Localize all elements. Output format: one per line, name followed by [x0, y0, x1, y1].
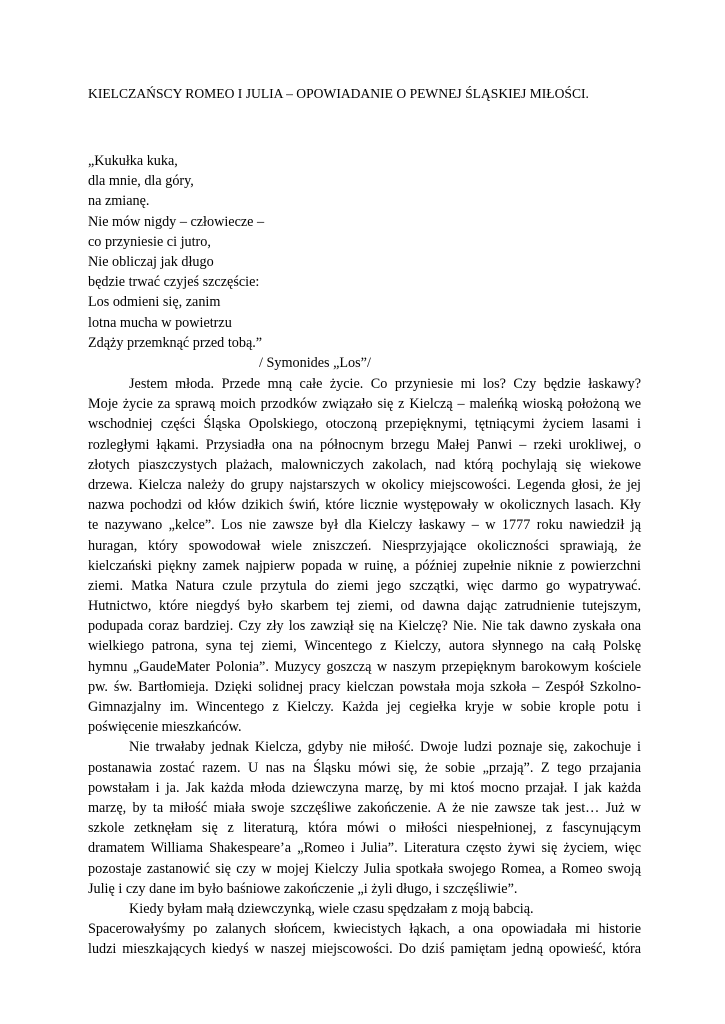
poem-line: „Kukułka kuka, [88, 153, 178, 169]
poem-line: Zdąży przemknąć przed tobą.” [88, 334, 263, 351]
paragraph-line: rozległymi łąkami. Przysiadła ona na północnym brzegu Małej Panwi – rzeki urokliwej, o [88, 436, 641, 453]
poem-line: dla mnie, dla góry, [88, 173, 194, 190]
paragraph-line: nazwa pochodzi od kłów dzikich świń, które licznie występowały w okolicznych lasach. Kły [88, 497, 641, 514]
paragraph-line: drzewa. Kielcza należy do grupy najstarszych w okolicy miejscowości. Legenda głosi, że jej [88, 476, 641, 493]
paragraph-line: Nie trwałaby jednak Kielcza, gdyby nie miłość. Dwoje ludzi poznaje się, zakochuje i [129, 739, 641, 756]
poem-epigraph [88, 151, 648, 373]
paragraph-line: ziemi. Matka Natura czule przytula do ziemi jego szczątki, więc darmo go wypatrywać. [88, 577, 641, 594]
paragraph-line: huragan, który spowodował wiele zniszczeń. Niesprzyjające okoliczności sprawiają, że [88, 537, 641, 554]
paragraph-line: marzę, by ta miłość miała swoje szczęśliwe zakończenie. A że nie zawsze tak jest… Już w [88, 799, 641, 816]
paragraph-line: szkole zetknęłam się z literaturą, która mówi o miłości niespełnionej, z fascynującym [88, 820, 641, 837]
paragraph-line: Gimnazjalny im. Wincentego z Kielczy. Każda jej cegiełka kryje w sobie krople potu i [88, 699, 641, 715]
paragraph-line: pw. św. Bartłomieja. Dzięki solidnej pracy kielczan powstała moja szkoła – Zespół Szkolno- [88, 678, 641, 695]
paragraph-3 [88, 899, 641, 960]
poem-attribution: / Symonides „Los”/ [259, 354, 371, 371]
body-text [88, 374, 641, 959]
paragraph-line: podupada coraz bardziej. Czy zły los zawziął się na Kielczę? Nie. Nie tak dawno zyskała ona [88, 618, 641, 635]
paragraph-line: postanawia zostać razem. U nas na Śląsku mówi się, że sobie „przają”. Z tego przajania [88, 759, 641, 776]
poem-line: Nie mów nigdy – człowiecze – [88, 213, 265, 230]
paragraph-line: ludzi mieszkających kiedyś w naszej miejscowości. Do dziś pamiętam jedną opowieść, która [88, 941, 641, 958]
paragraph-line: Spacerowałyśmy po zalanych słońcem, kwiecistych łąkach, a ona opowiadała mi historie [88, 921, 641, 938]
paragraph-line: kielczański piękny zamek najpierw popada w ruinę, a później zupełnie niknie z powierzchni [88, 557, 641, 574]
poem-line: będzie trwać czyjeś szczęście: [88, 274, 260, 291]
paragraph-line: Kiedy byłam małą dziewczynką, wiele czasu spędzałam z moją babcią. [129, 900, 534, 917]
paragraph-line: pozostaje zastanowić się czy w mojej Kielczy Julia spotkała swojego Romea, a Romeo swoją [88, 860, 641, 877]
paragraph-line: złotych piaszczystych plażach, malowniczych zakolach, nad którą pochylają się wiekowe [88, 456, 641, 473]
paragraph-line: Moje życie za sprawą moich przodków związało się z Kielczą – maleńką wioską położoną we [88, 396, 641, 413]
paragraph-line: Hutnictwo, które niegdyś było skarbem tej ziemi, od dawna dając zatrudnienie tutejszym, [88, 598, 641, 615]
paragraph-line: te nazywano „kelce”. Los nie zawsze był dla Kielczy łaskawy – w 1777 roku nawiedził ją [88, 517, 641, 534]
poem-line: Nie obliczaj jak długo [88, 253, 214, 270]
paragraph-line: wschodniej części Śląska Opolskiego, otoczoną przepięknymi, tętniącymi życiem lasami i [88, 416, 641, 433]
document-title: KIELCZAŃSCY ROMEO I JULIA – OPOWIADANIE O PEWNEJ ŚLĄSKIEJ MIŁOŚCI. [88, 86, 589, 101]
poem-line: lotna mucha w powietrzu [88, 314, 232, 331]
paragraph-line: Julię i czy dane im było baśniowe zakończenie „i żyli długo, i szczęśliwie”. [88, 880, 518, 897]
paragraph-line: wielkiego patrona, syna tej ziemi, Wincentego z Kielczy, autora słynnego na całą Polskę [88, 638, 641, 655]
paragraph-1 [88, 374, 641, 737]
poem-line: Los odmieni się, zanim [88, 294, 221, 311]
paragraph-line: dramatem Williama Shakespeare’a „Romeo i Julia”. Literatura często żywi się życiem, więc [88, 840, 641, 857]
poem-line: na zmianę. [88, 193, 150, 210]
paragraph-line: powstałam i ja. Jak każda młoda dziewczyna marzę, by mi ktoś mocno przajał. I jak każda [88, 779, 641, 796]
paragraph-line: hymnu „GaudeMater Polonia”. Muzycy goszczą w naszym przepięknym barokowym kościele [88, 658, 641, 675]
poem-line: co przyniesie ci jutro, [88, 233, 211, 250]
paragraph-line: Jestem młoda. Przede mną całe życie. Co przyniesie mi los? Czy będzie łaskawy? [129, 376, 641, 392]
paragraph-2 [88, 737, 641, 899]
paragraph-line: poświęcenie mieszkańców. [88, 719, 242, 736]
